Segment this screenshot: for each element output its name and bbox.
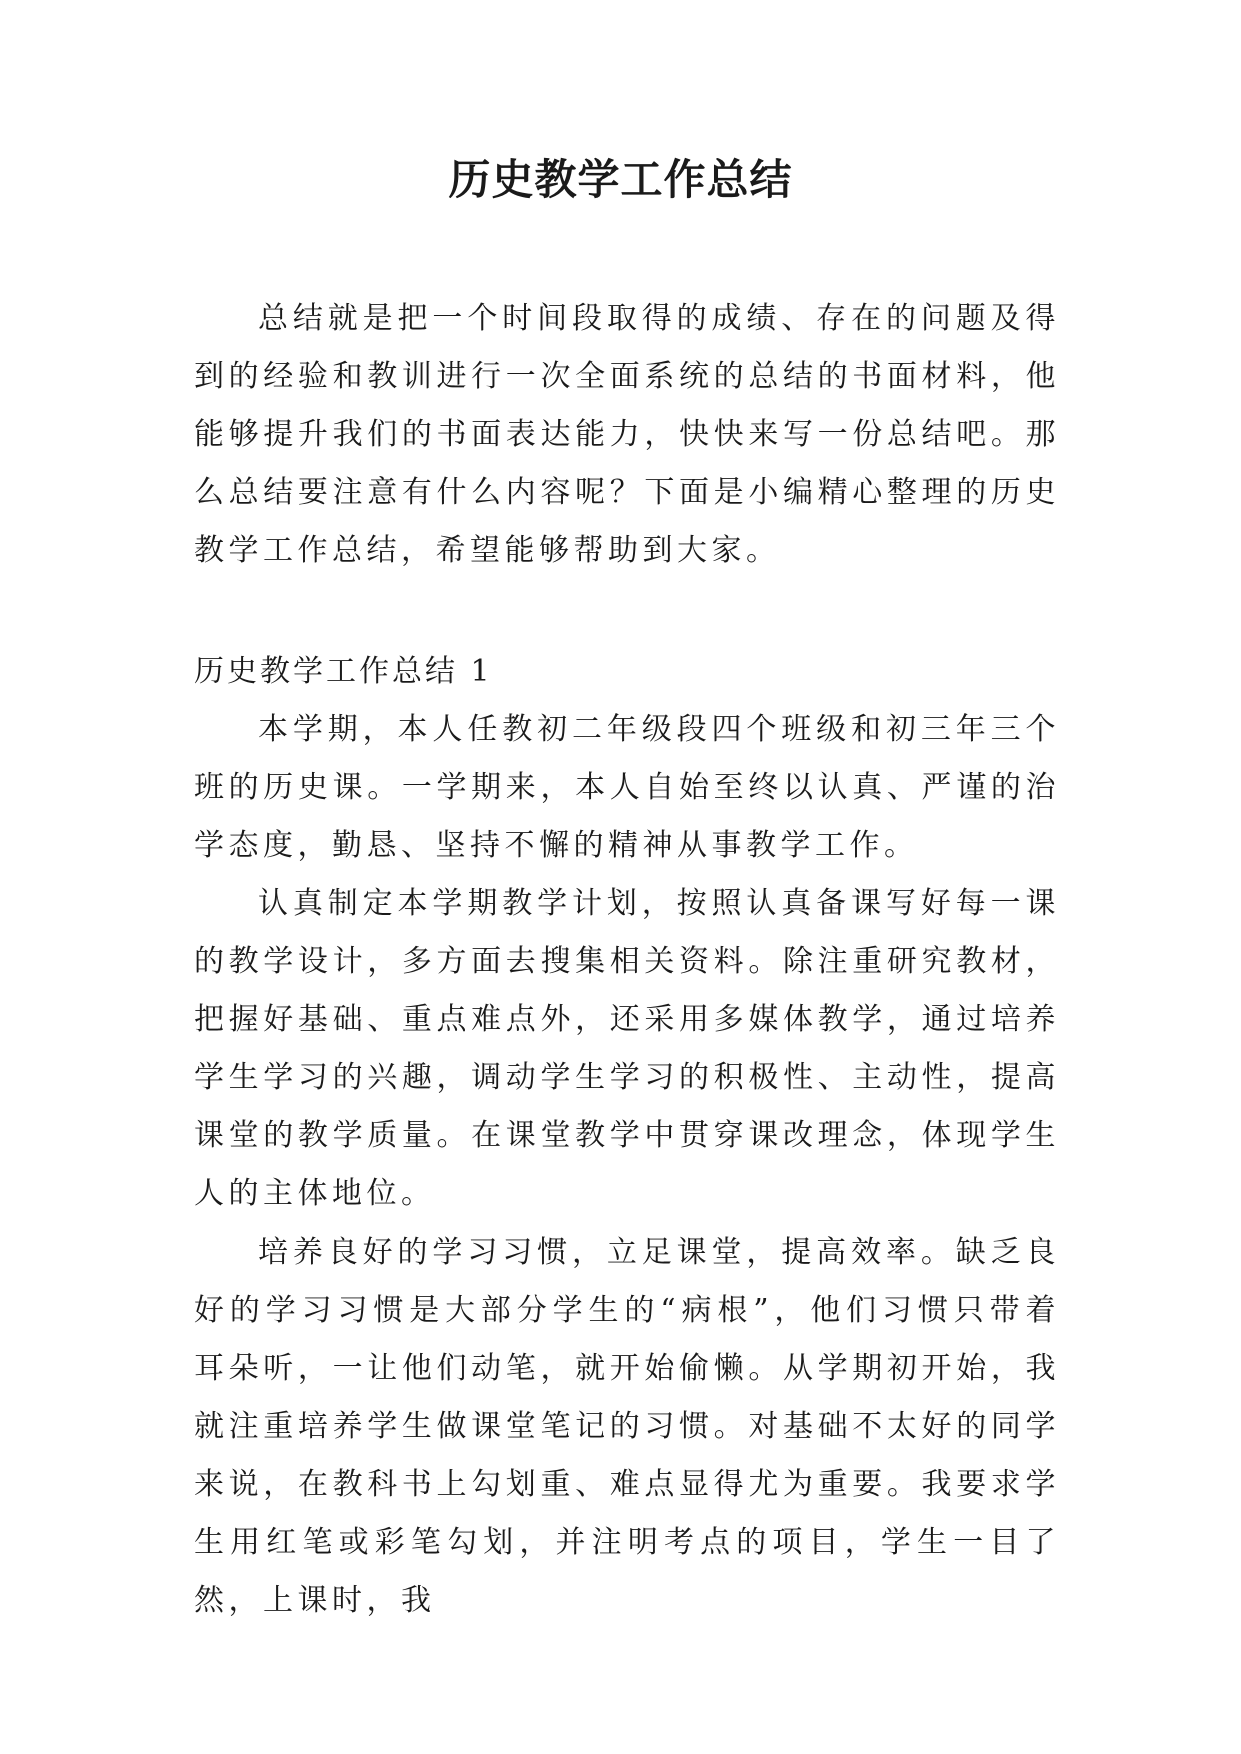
intro-paragraph: 总结就是把一个时间段取得的成绩、存在的问题及得到的经验和教训进行一次全面系统的总结的书面材料，他能够提升我们的书面表达能力，快快来写一份总结吧。那么总结要注意有什么内容呢？下面是小编精心整理的历史教学工作总结，希望能够帮助到大家。 — [194, 301, 1060, 568]
section-heading: 历史教学工作总结 1 — [194, 654, 493, 689]
body-paragraph: 本学期，本人任教初二年级段四个班级和初三年三个班的历史课。一学期来，本人自始至终以认真、严谨的治学态度，勤恳、坚持不懈的精神从事教学工作。 — [194, 712, 1060, 863]
body-paragraph: 认真制定本学期教学计划，按照认真备课写好每一课的教学设计，多方面去搜集相关资料。除注重研究教材，把握好基础、重点难点外，还采用多媒体教学，通过培养学生学习的兴趣，调动学生学习的积极性、主动性，提高课堂的教学质量。在课堂教学中贯穿课改理念，体现学生人的主体地位。 — [194, 886, 1060, 1211]
document-title: 历史教学工作总结 — [448, 155, 793, 204]
body-paragraph: 培养良好的学习习惯，立足课堂，提高效率。缺乏良好的学习习惯是大部分学生的“病根”，他们习惯只带着耳朵听，一让他们动笔，就开始偷懒。从学期初开始，我就注重培养学生做课堂笔记的习惯。对基础不太好的同学来说，在教科书上勾划重、难点显得尤为重要。我要求学生用红笔或彩笔勾划，并注明考点的项目，学生一目了然，上课时，我 — [194, 1235, 1060, 1618]
